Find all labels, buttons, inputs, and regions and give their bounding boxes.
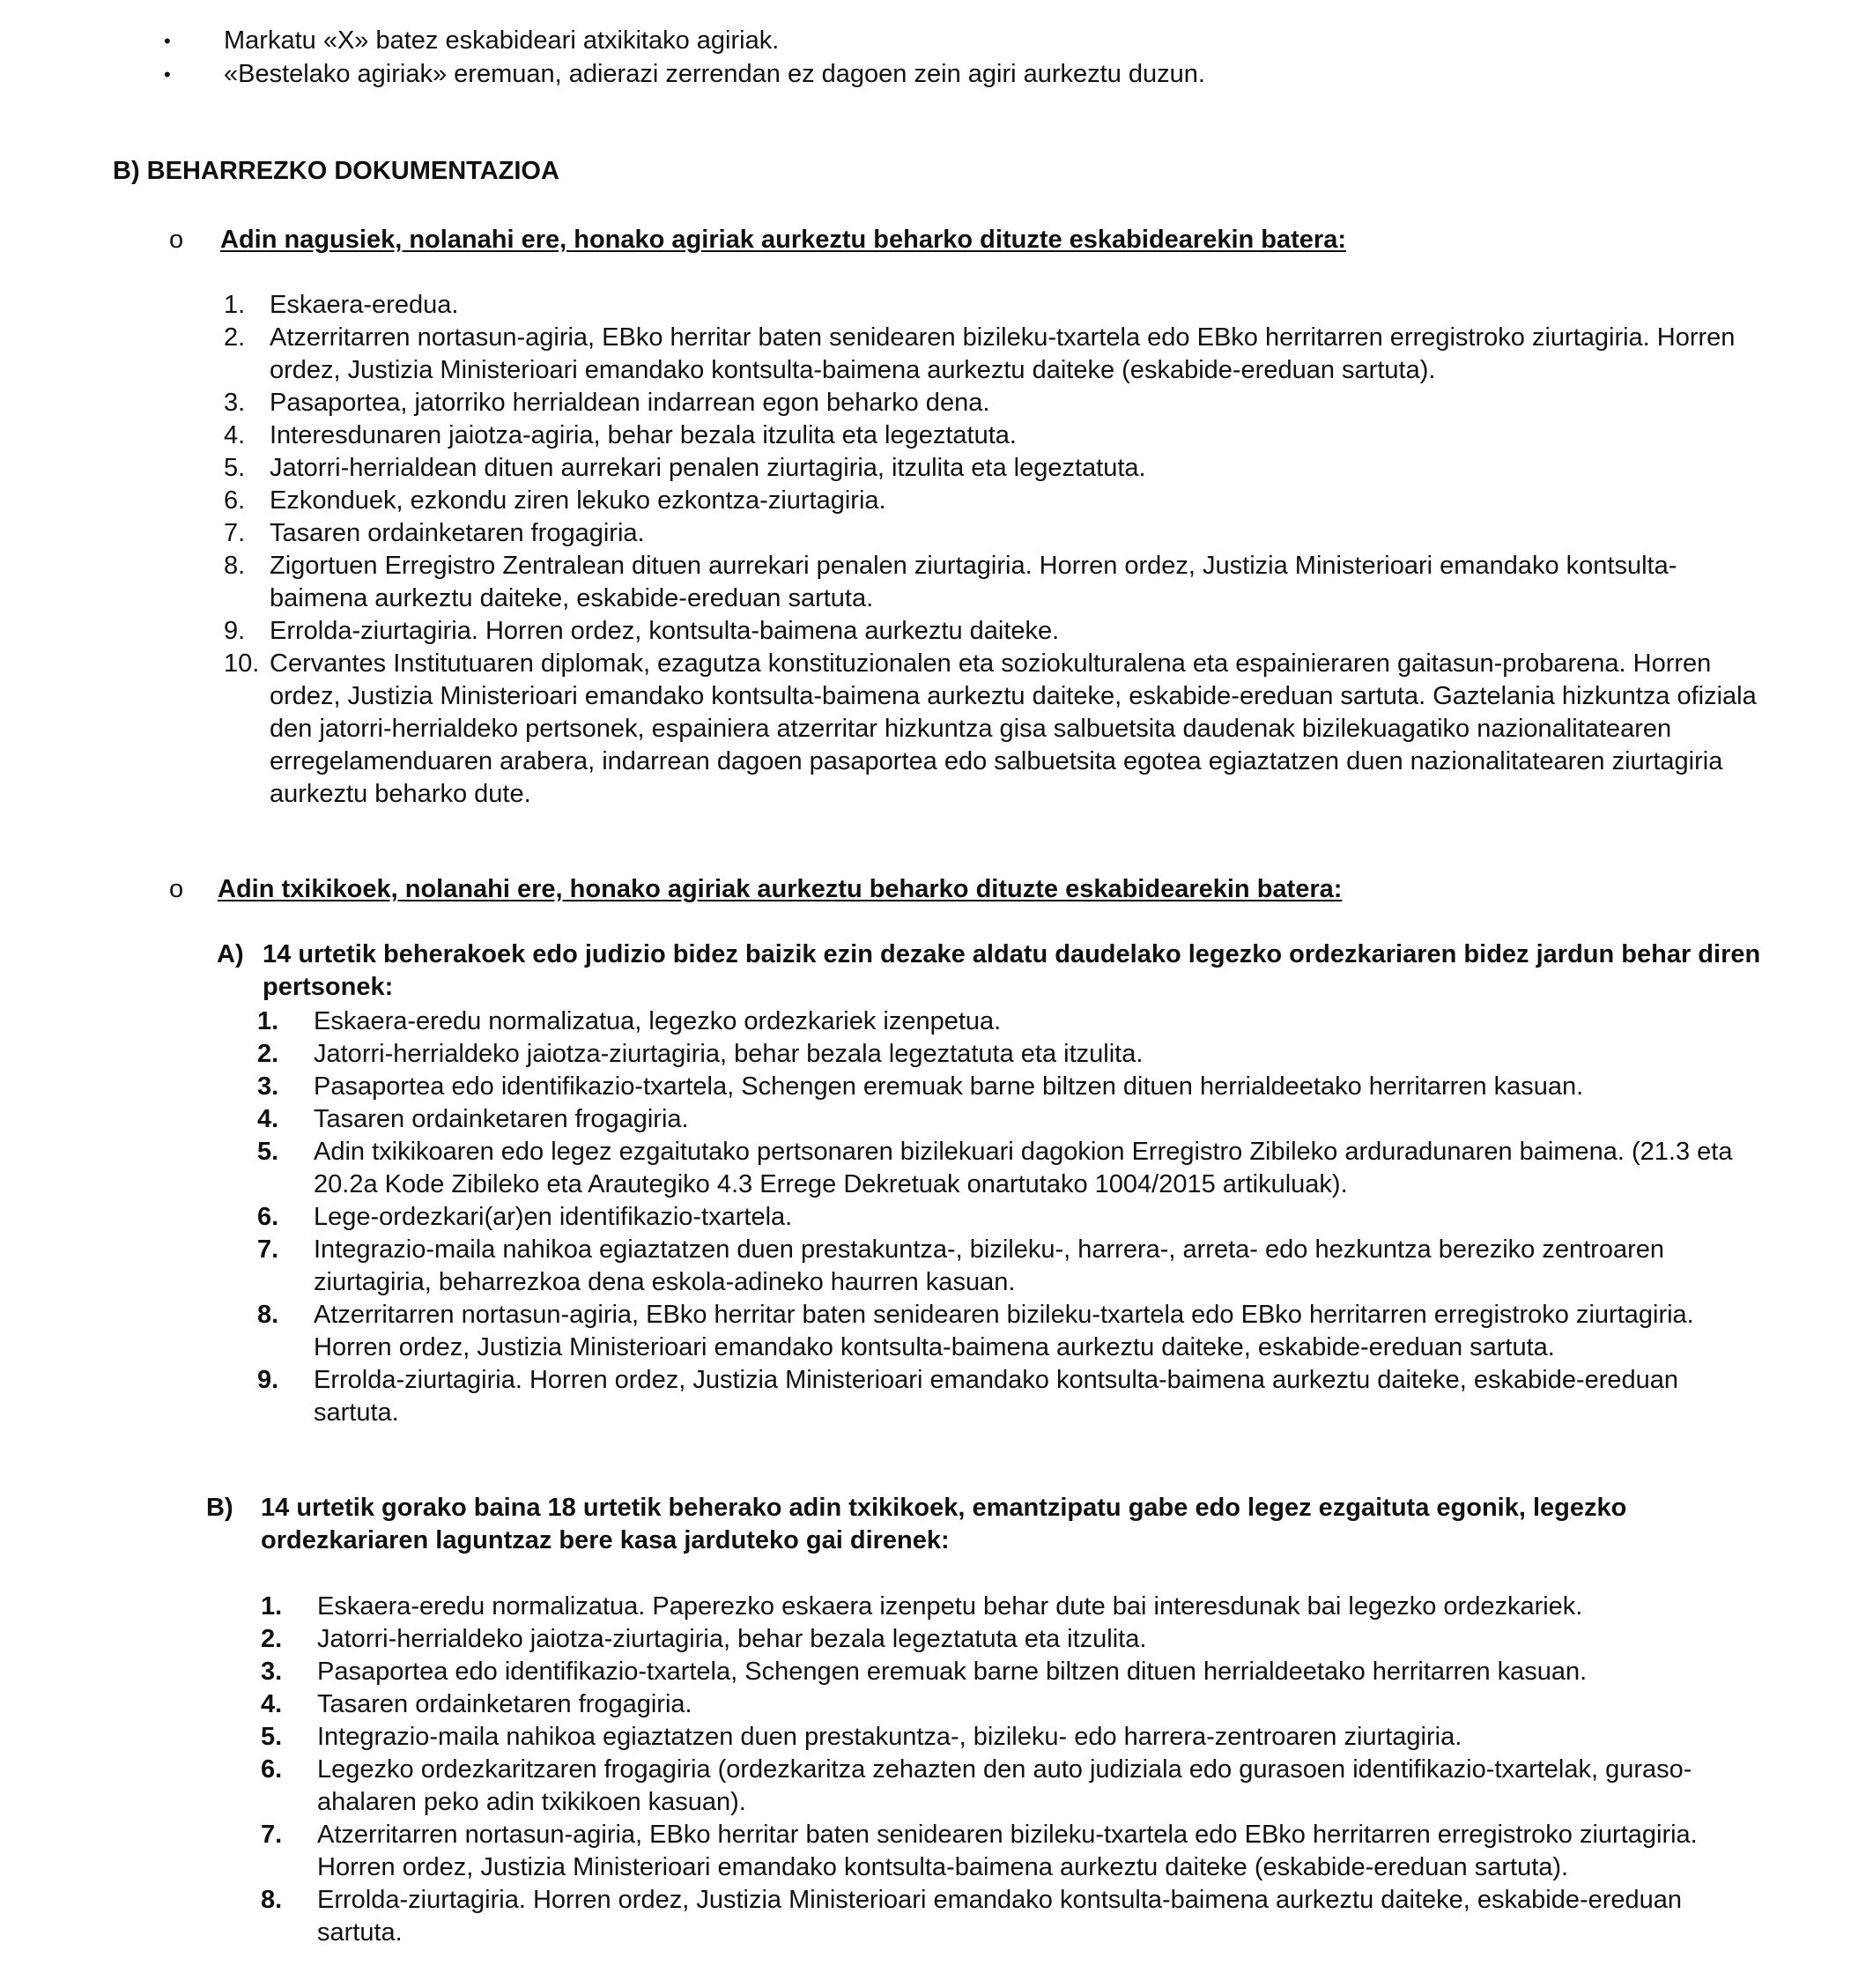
list-item (261, 1688, 1776, 1721)
minors-title: Adin txikikoek, nolanahi ere, honako agiriak aurkeztu beharko dituzte eskabidearekin batera: (218, 875, 1343, 903)
item-number: 2. (261, 1625, 283, 1653)
adults-list (224, 289, 1774, 811)
list-item (261, 1591, 1776, 1623)
list-item (257, 1299, 1773, 1364)
intro-bullet-text: «Bestelako agiriak» eremuan, adierazi zerrendan ez dagoen zein agiri aurkeztu duzun. (224, 60, 1205, 88)
item-number: 4. (224, 421, 246, 449)
group-b-list (261, 1591, 1776, 1949)
list-item (257, 1364, 1773, 1429)
item-number: 7. (257, 1235, 279, 1264)
item-text: Jatorri-herrialdeko jaiotza-ziurtagiria, behar bezala legeztatuta eta itzulita. (317, 1625, 1147, 1653)
circle-bullet-icon: o (169, 875, 184, 903)
item-text: Pasaportea edo identifikazio-txartela, Schengen eremuak barne biltzen dituen herrialdeetako herritarren kasuan. (314, 1072, 1584, 1101)
item-number: 3. (261, 1658, 283, 1686)
group-a-title (217, 938, 1767, 1004)
list-item (224, 517, 1774, 550)
list-item (257, 1136, 1773, 1201)
item-number: 6. (257, 1203, 279, 1231)
item-text: Lege-ordezkari(ar)en identifikazio-txartela. (314, 1203, 793, 1231)
group-letter: B) (206, 1494, 233, 1522)
item-number: 8. (261, 1886, 283, 1914)
item-text: Atzerritarren nortasun-agiria, EBko herritar baten senidearen bizileku-txartela edo EBko herritarren erregistroko ziurtagiria. Horren ordez, Justizia Ministerioari emandako kontsulta-baimena aurkeztu daiteke (eskabide-ereduan sartuta). (270, 323, 1736, 384)
list-item (224, 550, 1774, 615)
intro-bullet-text: Markatu «X» batez eskabideari atxikitako agiriak. (224, 26, 780, 55)
item-text: Integrazio-maila nahikoa egiaztatzen duen prestakuntza-, bizileku- edo harrera-zentroaren ziurtagiria. (317, 1723, 1462, 1751)
circle-bullet-icon: o (169, 226, 184, 254)
list-item (224, 322, 1774, 387)
list-item (261, 1656, 1776, 1688)
list-item (257, 1071, 1773, 1103)
list-item (257, 1038, 1773, 1071)
item-text: Errolda-ziurtagiria. Horren ordez, kontsulta-baimena aurkeztu daiteke. (270, 617, 1060, 645)
bullet-icon: • (164, 63, 171, 85)
group-title-text: 14 urtetik beherakoek edo judizio bidez baizik ezin dezake aldatu daudelako legezko ordezkariaren bidez jardun behar diren pertsonek: (263, 940, 1761, 1001)
list-item (261, 1721, 1776, 1754)
item-text: Errolda-ziurtagiria. Horren ordez, Justizia Ministerioari emandako kontsulta-baimena aurkeztu daiteke, eskabide-ereduan sartuta. (317, 1886, 1683, 1947)
list-item (224, 485, 1774, 517)
item-number: 3. (224, 389, 246, 417)
group-a-list (257, 1005, 1773, 1429)
adults-title: Adin nagusiek, nolanahi ere, honako agiriak aurkeztu beharko dituzte eskabidearekin batera: (220, 226, 1346, 254)
item-number: 4. (257, 1105, 279, 1133)
item-text: Adin txikikoaren edo legez ezgaitutako pertsonaren bizilekuari dagokion Erregistro Zibileko arduradunaren baimena. (21.3 eta 20.2a Kode Zibileko eta Arautegiko 4.3 Errege Dekretuak onartutako 1004/2015 artikuluak). (314, 1138, 1733, 1198)
item-text: Atzerritarren nortasun-agiria, EBko herritar baten senidearen bizileku-txartela edo EBko herritarren erregistroko ziurtagiria. Horren ordez, Justizia Ministerioari emandako kontsulta-baimena aurkeztu daiteke (eskabide-ereduan sartuta). (317, 1821, 1698, 1881)
bullet-icon: • (164, 30, 171, 52)
list-item (257, 1201, 1773, 1234)
item-number: 7. (261, 1821, 283, 1849)
item-number: 8. (224, 552, 246, 580)
item-number: 10. (224, 649, 260, 678)
item-number: 6. (224, 486, 246, 515)
list-item (224, 452, 1774, 485)
list-item (224, 615, 1774, 648)
group-b-title (206, 1492, 1774, 1557)
list-item (261, 1754, 1776, 1819)
list-item (224, 289, 1774, 322)
item-text: Eskaera-eredu normalizatua, legezko ordezkariek izenpetua. (314, 1007, 1002, 1035)
item-text: Atzerritarren nortasun-agiria, EBko herritar baten senidearen bizileku-txartela edo EBko herritarren erregistroko ziurtagiria. Horren ordez, Justizia Ministerioari emandako kontsulta-baimena aurkeztu daiteke, eskabide-ereduan sartuta. (314, 1301, 1694, 1361)
item-number: 8. (257, 1301, 279, 1329)
item-number: 9. (257, 1366, 279, 1394)
list-item (224, 648, 1774, 811)
list-item (257, 1005, 1773, 1038)
item-text: Legezko ordezkaritzaren frogagiria (ordezkaritza zehazten den auto judiziala edo gurasoen identifikazio-txartelak, guraso-ahalaren peko adin txikikoen kasuan). (317, 1755, 1692, 1816)
item-text: Integrazio-maila nahikoa egiaztatzen duen prestakuntza-, bizileku-, harrera-, arreta- edo hezkuntza bereziko zentroaren ziurtagiria, beharrezkoa dena eskola-adineko haurren kasuan. (314, 1235, 1665, 1296)
item-text: Pasaportea edo identifikazio-txartela, Schengen eremuak barne biltzen dituen herrialdeetako herritarren kasuan. (317, 1658, 1588, 1686)
item-text: Cervantes Institutuaren diplomak, ezagutza konstituzionalen eta soziokulturalena eta espainieraren gaitasun-probarena. Horren ordez, Justizia Ministerioari emandako kontsulta-baimena aurkeztu daiteke, eskabide-ereduan sartuta. Gaztelania hizkuntza ofiziala den jatorri-herrialdeko pertsonek, espainiera atzerritar hizkuntza gisa salbuetsita daudenak bizilekuagatiko nazionalitatearen erregelamenduaren arabera, indarrean dagoen pasaportea edo salbuetsita egotea egiaztatzen duen nazionalitatearen ziurtagiria aurkeztu beharko dute. (270, 649, 1757, 808)
item-number: 4. (261, 1690, 283, 1718)
item-number: 1. (224, 291, 246, 319)
group-title-text: 14 urtetik gorako baina 18 urtetik beherako adin txikikoek, emantzipatu gabe edo legez ezgaituta egonik, legezko ordezkariaren laguntzaz bere kasa jarduteko gai direnek: (261, 1494, 1627, 1554)
item-text: Errolda-ziurtagiria. Horren ordez, Justizia Ministerioari emandako kontsulta-baimena aurkeztu daiteke, eskabide-ereduan sartuta. (314, 1366, 1679, 1427)
item-number: 5. (261, 1723, 283, 1751)
item-number: 7. (224, 519, 246, 547)
item-number: 2. (257, 1040, 279, 1068)
item-text: Eskaera-eredu normalizatua. Paperezko eskaera izenpetu behar dute bai interesdunak bai legezko ordezkariek. (317, 1592, 1583, 1621)
item-number: 6. (261, 1755, 283, 1784)
item-number: 2. (224, 323, 246, 352)
item-number: 1. (261, 1592, 283, 1621)
item-number: 9. (224, 617, 246, 645)
item-text: Zigortuen Erregistro Zentralean dituen aurrekari penalen ziurtagiria. Horren ordez, Justizia Ministerioari emandako kontsulta-baimena aurkeztu daiteke, eskabide-ereduan sartuta. (270, 552, 1677, 612)
item-text: Jatorri-herrialdean dituen aurrekari penalen ziurtagiria, itzulita eta legeztatuta. (270, 454, 1146, 482)
section-heading: B) BEHARREZKO DOKUMENTAZIOA (113, 157, 559, 185)
item-number: 5. (224, 454, 246, 482)
item-text: Tasaren ordainketaren frogagiria. (317, 1690, 692, 1718)
list-item (257, 1234, 1773, 1299)
item-text: Interesdunaren jaiotza-agiria, behar bezala itzulita eta legeztatuta. (270, 421, 1017, 449)
list-item (261, 1884, 1776, 1949)
item-text: Tasaren ordainketaren frogagiria. (270, 519, 645, 547)
list-item (224, 387, 1774, 419)
item-text: Eskaera-eredua. (270, 291, 459, 319)
item-number: 3. (257, 1072, 279, 1101)
item-text: Ezkonduek, ezkondu ziren lekuko ezkontza-ziurtagiria. (270, 486, 886, 515)
item-number: 5. (257, 1138, 279, 1166)
item-text: Tasaren ordainketaren frogagiria. (314, 1105, 689, 1133)
item-text: Pasaportea, jatorriko herrialdean indarrean egon beharko dena. (270, 389, 990, 417)
group-letter: A) (217, 940, 244, 968)
list-item (261, 1623, 1776, 1656)
list-item (224, 419, 1774, 452)
item-text: Jatorri-herrialdeko jaiotza-ziurtagiria, behar bezala legeztatuta eta itzulita. (314, 1040, 1144, 1068)
item-number: 1. (257, 1007, 279, 1035)
list-item (261, 1819, 1776, 1884)
list-item (257, 1103, 1773, 1136)
